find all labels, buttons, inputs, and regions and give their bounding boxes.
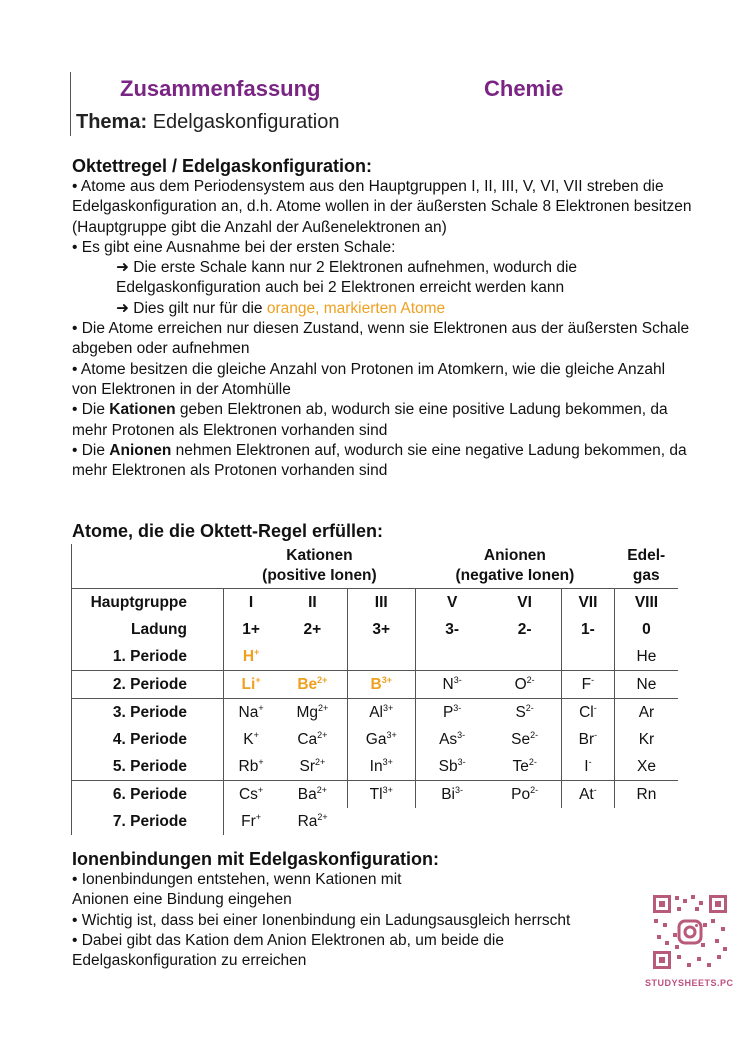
element-cell <box>415 753 488 781</box>
element-charge: 3+ <box>381 674 392 685</box>
element-symbol: Ar <box>638 703 655 721</box>
hauptgruppe-row-cell: VII <box>561 589 614 617</box>
periode-row <box>72 643 679 671</box>
element-cell <box>347 808 415 835</box>
oktett-p8-rest: geben Elektronen ab, wodurch sie eine positive Ladung bekommen, da mehr Protonen als Elektronen vorhanden sind <box>72 401 668 439</box>
element-cell <box>614 753 678 781</box>
element-symbol: F <box>581 675 592 693</box>
oktett-p1: • Atome aus dem Periodensystem aus den Hauptgruppen I, II, III, V, VI, VII streben die Edelgaskonfiguration an, d.h. Atome wollen in der äußersten Schale 8 Elektronen besitzen <box>72 178 692 216</box>
oktett-p9-bold: Anionen <box>109 441 172 459</box>
element-symbol: Sr <box>299 757 315 775</box>
element-charge: 2+ <box>317 729 328 740</box>
element-charge: 2+ <box>315 756 326 767</box>
element-symbol: Xe <box>636 757 656 775</box>
element-cell <box>561 671 614 699</box>
ladung-row-cell: 3- <box>415 616 488 643</box>
element-cell <box>278 781 347 809</box>
hauptgruppe-row-cell: VI <box>517 593 532 611</box>
periode-label: 7. Periode <box>72 808 224 835</box>
ladung-row-label: Ladung <box>72 616 224 643</box>
element-symbol: S <box>515 703 526 721</box>
element-cell <box>278 671 347 699</box>
periode-row <box>72 753 679 781</box>
header-subject: Chemie <box>484 76 564 101</box>
element-symbol: Br <box>578 730 595 748</box>
element-cell <box>415 643 488 671</box>
element-cell <box>415 726 488 753</box>
hauptgruppe-row-cell: I <box>224 589 279 617</box>
thema-line <box>76 111 339 134</box>
periode-label: 2. Periode <box>72 671 224 699</box>
periode-label: 4. Periode <box>72 726 224 753</box>
element-charge: 2- <box>526 674 535 685</box>
thema-label: Thema: <box>76 111 148 133</box>
element-charge: 3+ <box>386 729 397 740</box>
oktett-p9-rest: nehmen Elektronen auf, wodurch sie eine negative Ladung bekommen, da mehr Elektronen als Protonen vorhanden sind <box>72 441 687 480</box>
element-symbol: Ga <box>365 730 387 748</box>
element-charge: - <box>591 674 595 685</box>
element-charge: + <box>253 729 259 740</box>
element-symbol: Rb <box>238 757 259 775</box>
header-title: Zusammenfassung <box>120 76 321 101</box>
oktett-p6: • Die Atome erreichen nur diesen Zustand, wenn sie Elektronen aus der äußersten Schale abgeben oder aufnehmen <box>72 320 690 358</box>
header-divider <box>70 72 71 136</box>
element-cell <box>224 726 279 753</box>
oktett-p5-prefix: ➜ Dies gilt nur für die <box>116 299 267 317</box>
element-charge: 2+ <box>317 811 328 822</box>
element-charge: 2+ <box>318 702 329 713</box>
element-cell <box>488 753 561 781</box>
element-symbol: P <box>442 703 454 721</box>
table-heading: Atome, die die Oktett-Regel erfüllen: <box>72 521 384 541</box>
edelgas-l1: Edel- <box>627 547 666 564</box>
kationen-l2: (positive Ionen) <box>262 567 377 584</box>
element-symbol: Al <box>369 703 383 721</box>
oktett-p3: • Es gibt eine Ausnahme bei der ersten Schale: <box>72 238 396 256</box>
element-charge: + <box>254 646 260 657</box>
periode-row <box>72 699 679 727</box>
ladung-row-cell: 1+ <box>224 616 279 643</box>
element-charge: + <box>258 756 264 767</box>
thema-value: Edelgaskonfiguration <box>152 111 340 133</box>
element-symbol: H <box>242 647 255 665</box>
element-cell <box>224 671 279 699</box>
anionen-header <box>415 544 614 589</box>
element-cell <box>347 781 415 809</box>
kationen-l1: Kationen <box>286 547 353 564</box>
oktett-p8 <box>72 400 692 441</box>
element-cell <box>488 671 561 699</box>
element-cell <box>614 699 678 727</box>
element-charge: 2- <box>525 702 534 713</box>
element-cell <box>488 643 561 671</box>
oktett-heading: Oktettregel / Edelgaskonfiguration: <box>72 156 373 176</box>
oktett-p5 <box>72 299 692 319</box>
element-charge: 3- <box>453 674 462 685</box>
oktett-p8-bold: Kationen <box>109 401 176 419</box>
element-symbol: Be <box>297 675 318 693</box>
element-symbol: K <box>243 730 254 748</box>
element-symbol: As <box>439 730 458 748</box>
element-cell <box>224 753 279 781</box>
anionen-l1: Anionen <box>483 547 546 564</box>
element-symbol: Tl <box>369 785 383 803</box>
element-cell <box>278 753 347 781</box>
ladung-row-cell: 3+ <box>347 616 415 643</box>
oktett-p9-prefix: • Die <box>72 441 110 459</box>
hauptgruppe-row-cell: III <box>347 589 415 617</box>
element-symbol: In <box>369 757 383 775</box>
kationen-header <box>224 544 416 589</box>
element-cell <box>278 808 347 835</box>
element-symbol: Po <box>511 785 531 803</box>
element-cell <box>278 726 347 753</box>
element-cell <box>415 699 488 727</box>
periode-label: 6. Periode <box>72 781 224 809</box>
element-symbol: Li <box>241 675 256 693</box>
element-cell <box>614 808 678 835</box>
table-section <box>72 520 692 542</box>
periode-label: 5. Periode <box>72 753 224 781</box>
element-cell <box>347 699 415 727</box>
element-cell <box>561 781 614 809</box>
element-cell <box>488 699 561 727</box>
ladung-row-cell: 2+ <box>303 620 322 638</box>
element-cell <box>614 643 678 671</box>
element-symbol: B <box>370 675 382 693</box>
ionen-section <box>72 848 692 971</box>
element-charge: + <box>257 784 264 795</box>
element-symbol: Fr <box>241 812 256 830</box>
periode-row <box>72 808 679 835</box>
element-charge: 2- <box>528 756 537 767</box>
element-charge: 2+ <box>317 674 328 685</box>
ladung-row-cell: 1- <box>561 616 614 643</box>
element-symbol: Sb <box>438 757 458 775</box>
element-symbol: Bi <box>441 785 455 803</box>
oktett-p5-highlight: orange, markierten Atome <box>266 299 446 317</box>
periode-label: 3. Periode <box>72 699 224 727</box>
element-cell <box>347 753 415 781</box>
ionen-p3: • Wichtig ist, dass bei einer Ionenbindung ein Ladungsausgleich herrscht <box>72 911 571 929</box>
edelgas-l2: gas <box>632 567 660 584</box>
element-symbol: Ra <box>297 812 318 830</box>
element-cell <box>561 753 614 781</box>
ladung-row-cell: 2- <box>517 620 532 638</box>
ionen-p5: Edelgaskonfiguration zu erreichen <box>72 952 307 970</box>
oktett-p7: • Atome besitzen die gleiche Anzahl von Protonen im Atomkern, wie die gleiche Anzahl von Elektronen in der Atomhülle <box>72 360 666 398</box>
ionen-p1: • Ionenbindungen entstehen, wenn Kationen mit <box>72 871 402 888</box>
element-symbol: Rn <box>636 785 657 803</box>
hauptgruppe-row <box>72 589 679 617</box>
element-charge: - <box>588 756 592 767</box>
element-cell <box>224 808 279 835</box>
element-cell <box>224 781 279 809</box>
element-cell <box>488 808 561 835</box>
ionen-p4: • Dabei gibt das Kation dem Anion Elektronen ab, um beide die <box>72 931 504 949</box>
edelgas-header <box>614 544 678 589</box>
element-cell <box>415 781 488 809</box>
element-cell <box>347 726 415 753</box>
element-cell <box>415 808 488 835</box>
element-symbol: Cs <box>238 785 258 803</box>
element-cell <box>561 726 614 753</box>
periode-label: 1. Periode <box>72 643 224 671</box>
element-symbol: At <box>579 785 594 803</box>
element-cell <box>224 699 279 727</box>
element-symbol: Na <box>238 703 259 721</box>
hauptgruppe-row-label: Hauptgruppe <box>72 589 224 617</box>
element-cell <box>278 699 347 727</box>
element-charge: - <box>594 729 598 740</box>
periode-row <box>72 671 679 699</box>
element-charge: 2+ <box>316 784 327 795</box>
element-charge: - <box>593 702 597 713</box>
element-cell <box>614 781 678 809</box>
oktett-section <box>72 155 692 481</box>
element-symbol: Ne <box>636 675 657 693</box>
element-symbol: He <box>636 647 657 665</box>
element-cell <box>347 643 415 671</box>
hauptgruppe-row-cell: II <box>308 593 317 611</box>
hauptgruppe-row-cell: VIII <box>614 589 678 617</box>
ladung-row-cell: 0 <box>614 616 678 643</box>
element-cell <box>614 671 678 699</box>
table-corner <box>72 544 224 589</box>
element-charge: 3+ <box>383 702 394 713</box>
brand-label: STUDYSHEETS.PC <box>645 978 734 988</box>
element-symbol: Te <box>512 757 529 775</box>
element-charge: 3- <box>457 756 466 767</box>
element-symbol: O <box>514 675 527 693</box>
periode-row <box>72 781 679 809</box>
element-symbol: Se <box>511 730 531 748</box>
element-charge: + <box>255 811 262 822</box>
oktett-p8-prefix: • Die <box>72 401 110 419</box>
element-symbol: Ba <box>297 785 317 803</box>
element-symbol: I <box>584 757 589 775</box>
qr-code-icon[interactable] <box>651 893 729 971</box>
element-cell <box>561 643 614 671</box>
ionen-p2: Anionen eine Bindung eingehen <box>72 891 292 909</box>
element-charge: 3+ <box>382 784 393 795</box>
anionen-l2: (negative Ionen) <box>455 567 575 584</box>
oktett-p4: ➜ Die erste Schale kann nur 2 Elektronen aufnehmen, wodurch die Edelgaskonfiguration auch bei 2 Elektronen erreicht werden kann <box>116 259 578 297</box>
element-charge: 3- <box>455 784 464 795</box>
ionen-heading: Ionenbindungen mit Edelgaskonfiguration: <box>72 849 439 869</box>
element-cell <box>278 643 347 671</box>
periode-row <box>72 726 679 753</box>
element-cell <box>614 726 678 753</box>
ladung-row <box>72 616 679 643</box>
element-charge: 3- <box>453 702 462 713</box>
element-symbol: Cl <box>579 703 594 721</box>
element-charge: 2- <box>530 729 539 740</box>
element-charge: - <box>593 784 597 795</box>
element-cell <box>347 671 415 699</box>
element-charge: + <box>255 674 261 685</box>
element-cell <box>561 699 614 727</box>
element-charge: 2- <box>530 784 539 795</box>
element-charge: 3- <box>457 729 466 740</box>
element-symbol: Kr <box>638 730 655 748</box>
element-symbol: N <box>442 675 454 693</box>
hauptgruppe-row-cell: V <box>415 589 488 617</box>
element-cell <box>415 671 488 699</box>
element-cell <box>488 781 561 809</box>
periodic-table <box>71 544 678 835</box>
oktett-p9 <box>72 441 692 482</box>
element-symbol: Ca <box>297 730 318 748</box>
element-charge: + <box>258 702 264 713</box>
oktett-p2: (Hauptgruppe gibt die Anzahl der Außenelektronen an) <box>72 218 447 236</box>
element-charge: 3+ <box>382 756 393 767</box>
element-cell <box>488 726 561 753</box>
element-cell <box>561 808 614 835</box>
element-cell <box>224 643 279 671</box>
element-symbol: Mg <box>296 703 319 721</box>
